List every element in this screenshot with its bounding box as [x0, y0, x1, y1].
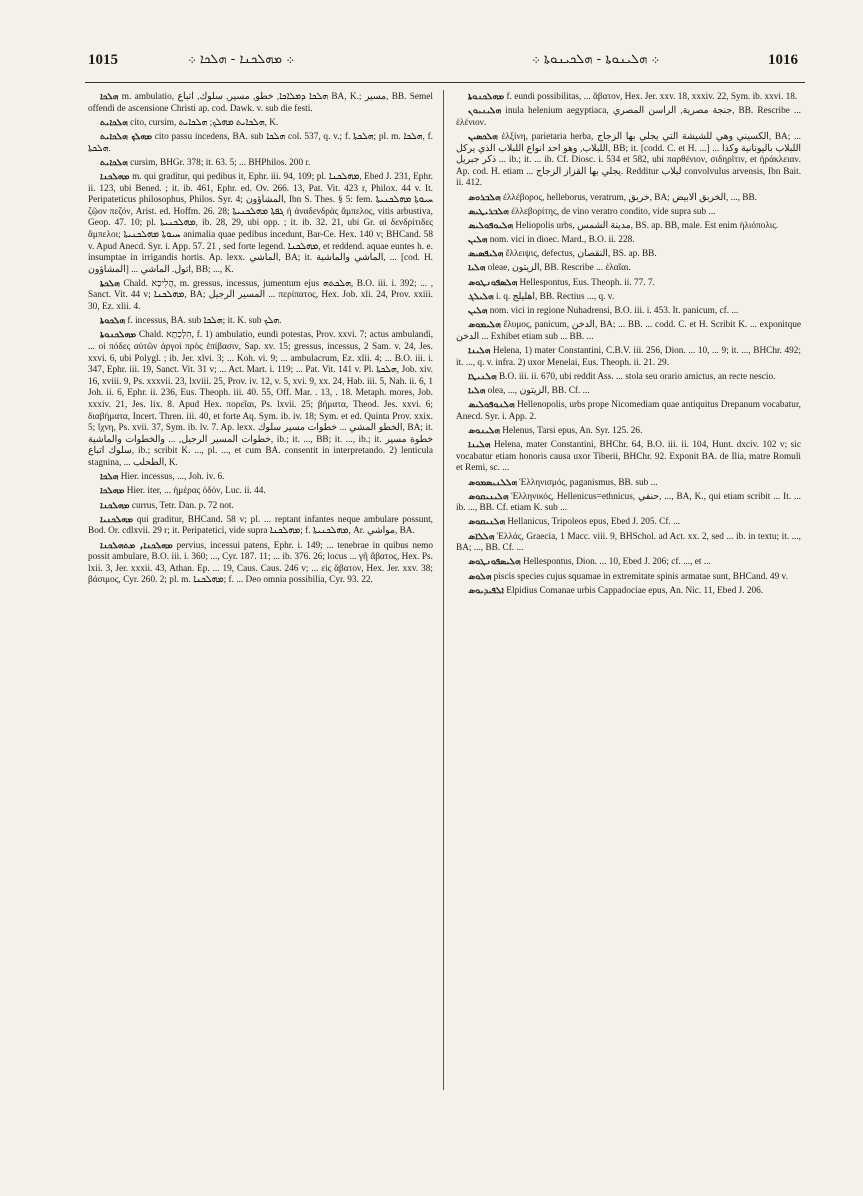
dictionary-entry — [88, 515, 433, 538]
entry-headword: ܗܠܢܝܛܐ — [468, 371, 497, 382]
dictionary-entry — [456, 478, 801, 490]
dictionary-entry — [456, 132, 801, 190]
right-column — [456, 92, 801, 600]
dictionary-entry — [456, 320, 801, 343]
entry-definition: i. q. اهليلج, BB. Rectius ..., q. v. — [496, 291, 615, 302]
entry-headword: ܗܠܢܝܩܘܣ — [468, 517, 506, 528]
dictionary-entry — [456, 278, 801, 290]
dictionary-entry — [456, 249, 801, 261]
entry-definition: Hellespontus, Dion. ... 10, Ebed J. 206; cf. ..., et ... — [523, 557, 711, 568]
dictionary-entry — [88, 486, 433, 498]
entry-definition: ἔλυμος, panicum, الدخن, BA; ... BB. ... codd. C. et H. Scribit K. ... exponitque الدخن ... Exhibet etiam sub ... BB. ... — [456, 320, 801, 342]
entry-headword: ܗܠܟܘܬܐ — [100, 316, 126, 327]
dictionary-entry — [456, 292, 801, 304]
dictionary-entry — [456, 572, 801, 584]
entry-headword: ܗܠܝܠܓ — [468, 291, 494, 302]
entry-headword: ܗܠܟܐ — [100, 92, 119, 102]
dictionary-entry — [88, 501, 433, 513]
entry-headword: ܡܗܠܟܢܐ — [100, 500, 130, 511]
entry-definition: oleae, الزيتون, BB. Rescribe ... ἐλαῖαι. — [487, 263, 631, 274]
entry-headword: ܡܗܠܟ ܗܠܟܐܝܬ — [100, 131, 153, 142]
dictionary-entry — [456, 106, 801, 129]
entry-headword: ܗܠܟܐܝܬ — [100, 157, 128, 168]
entry-definition: ἑλξίνη, parietaria herba, الكسيني وهي للشيشة التي يجلي بها الزجاج, BA; ... اللبلاب, وهو احد انواع اللبلاب الذي يركل, BB; it. [codd. C. et H. ...] ... اللبلاب باليونانية وكذا ذكر جبريل ... ib.; it. ... ib. Cf. Diosc. i. 534 et 582, ubi παρθένιον, σιδηρῖτιν, et ἡράκλειαν. Ap. cod. H. etiam ... يجلي بها القزاز الزجاج. Redditur لبلاب convolvulus arvensis, Ibn Bait. ii. 412. — [456, 131, 802, 189]
entry-definition: Ἑλλάς, Graecia, 1 Macc. viii. 9, BHSchol. ad Act. xx. 2, sed ... ib. in textu; it. ..., BA; ..., BB. Cf. ... — [456, 531, 802, 554]
entry-definition: f. incessus, BA. sub ܗܠܟܐ; it. K. sub ܗܠܟ. — [127, 316, 282, 327]
left-column — [88, 92, 433, 589]
entry-headword: ܗܠܝܢܐ — [468, 346, 491, 356]
entry-definition: Hellanicus, Tripoleos epus, Ebed J. 205. Cf. ... — [507, 517, 681, 528]
entry-headword: ܗܠܒܪܘܣ — [468, 192, 501, 203]
entry-headword: ܗܠܟܐ — [100, 472, 119, 483]
entry-definition: Elpidius Comanae urbis Cappadociae epus, An. Nic. 11, Ebed J. 206. — [506, 585, 764, 596]
dictionary-entry — [456, 346, 801, 369]
entry-definition: Ἑλληνισμός, paganismus, BB. sub ... — [519, 477, 658, 488]
right-running-head: ܀ ܗܠܝܢܘܬܐ - ܗܠܟܝܢܘܬܐ ܀ — [532, 52, 660, 67]
dictionary-entry — [456, 426, 801, 438]
entry-definition: Hellenopolis, urbs prope Nicomediam quae antiquitus Drepanum vocabatur, Anecd. Syr. i. App. 2. — [456, 400, 801, 422]
entry-headword: ܗܠܝܡܘܣ — [468, 320, 501, 331]
dictionary-entry — [456, 440, 801, 475]
entry-definition: ἐλλέβορος, helleborus, veratrum, خربق, BA; الخربق الابيض, ..., BB. — [502, 192, 757, 203]
entry-headword: ܗܠܝܢܐ — [468, 440, 491, 451]
entry-headword: ܗܠܝܢ — [468, 306, 488, 317]
column-divider — [443, 90, 444, 1090]
entry-definition: Hier. incessus, ..., Joh. iv. 6. — [120, 472, 225, 483]
right-page-number: 1016 — [768, 52, 798, 68]
dictionary-entry — [88, 132, 433, 155]
dictionary-entry — [88, 158, 433, 170]
entry-headword: ܗܠܟܬܐ — [100, 278, 120, 289]
entry-headword: ܗܠܝܢܘܣ — [468, 425, 500, 436]
entry-headword: ܗܠܘܣ — [468, 571, 492, 582]
page-header — [0, 48, 863, 72]
entry-definition: nom. vici in regione Nuhadrensi, B.O. iii. i. 453. It. panicum, cf. ... — [489, 306, 739, 317]
entry-definition: nom. vici in dioec. Mard., B.O. ii. 228. — [489, 235, 635, 246]
dictionary-entry — [88, 472, 433, 484]
dictionary-entry — [88, 172, 433, 276]
dictionary-entry — [88, 92, 433, 115]
dictionary-entry — [456, 193, 801, 205]
dictionary-entry — [88, 316, 433, 328]
entry-definition: pervius, incessui patens, Ephr. i. 149; ... tenebrae in quibus nemo possit ambulare, B.O. iii. i. 360; ..., Cyr. 187. 11; ... ib. 376. 26; locus ... γῆ ἄβατος, Hex. Ps. lxii. 3, Jer. xxxii. 43, Athan. Ep. ... 19, Caus. Caus. 246 v; ... εἰς ἄβατον, Hex. Jer. xxv. 38; βάσιμος, Cyr. 260. 2; pl. m. ܡܗܠܟܢܐ; f. ... Deo omnia possibilia, Cyr. 93. 22. — [88, 540, 433, 586]
entry-headword: ܗܠܟܐܝܬ — [100, 117, 128, 128]
entry-definition: Helena, 1) mater Constantini, C.B.V. iii. 256, Dion. ... 10, ... 9; it. ..., BHChr. 492; it. ..., q. v. infra. 2) uxor Menelai, Eus. Theoph. ii. 21. 29. — [456, 346, 801, 368]
entry-definition: Chald. הִלְכְתָא, f. 1) ambulatio, eundi potestas, Prov. xxvi. 7; actus ambulandi, ... οἱ πόδες αὐτῶν ἀργοὶ πρὸς ἐπίβασιν, Sap. xv. 15; gressus, incessus, 2 Sam. v. 24, Jes. xxvi. 6, ubi Polygl. ; ib. Jer. xlvi. 3; ... Koh. vi. 9; ... ambulacrum, Ez. xlii. 4; ... B.O. iii. i. 347, Ephr. iii. 19, Sanct. Vit. 31 v; ... Act. Mart. i. 119; ... Pat. Vit. 141 v. Pl. ܗܠܟܬܐ, Job. xiv. 16, xviii. 9, Ps. xxxvii. 23, lxviii. 25, Prov. iv. 12, v. 5, xvi. 9, xx. 24, Hab. iii. 5, Nah. ii. 6, 1 Joh. ii. 6, Ephr. ii. 236, Eus. Theoph. iii. 40. 55, Off. Mar. . 13, . 18. Metaph. mores, Job. xxxiv. 21, Jes. lix. 8. Apud Hex. πορεῖαι, Ps. lxvii. 25; βήματα, Theod. Jes. xxvi. 6; διαβήματα, Incert. Thren. iii. 40, et forte Aq. Sym. ib. iv. 18; Sym. et ed. Quinta Prov. xxix. 5; ἴχνη, Ps. xvii. 37, Sym. ib. lv. 7. Ap. lexx. الخطو المشي ... خطوات مسير سلوك, BA; it. خطوات المسير الرجيل, ... والخطوات والماشية, ib.; it. ..., BB; it. ..., ib.; it. خطوة مسير سلوك اتباع, ib.; scribit K. ..., pl. ..., et cum BA. consentit in interpretando. 2) lenticula stagnina, ... الطحلب, K. — [88, 330, 434, 468]
dictionary-entry — [456, 372, 801, 384]
entry-definition: f. eundi possibilitas, ... ἄβατον, Hex. Jer. xxv. 18, xxxiv. 22, Sym. ib. xxvi. 18. — [506, 92, 798, 102]
entry-headword: ܗܠܝܘܦܘܠܝܣ — [468, 220, 514, 231]
entry-headword: ܡܗܠܟܢܐ — [100, 171, 130, 182]
dictionary-entry — [88, 541, 433, 587]
entry-headword: ܗܠܢܘܦܘܠܝܣ — [468, 400, 515, 411]
header-rule — [85, 82, 805, 83]
entry-definition: Chald. הֲלִיכָא, m. gressus, incessus, jumentum ejus ܗܠܟܬܗ, B.O. iii. i. 392; ... , Sanct. Vit. 44 v; ܡܗܠܟܢܐ, BA; المسير الرجيل ... περίπατος, Hex. Job. xli. 24, Prov. xxiii. 30, Ez. xlii. 4. — [88, 278, 434, 313]
dictionary-entry — [456, 263, 801, 275]
entry-headword: ܡܗܠܟܢܐ, ܡܬܗܠܟܢܐ — [100, 540, 173, 551]
dictionary-entry — [456, 221, 801, 233]
entry-definition: cito, cursim, ܗܠܟܐܝܬ ܡܗܠܟ; ܗܠܟܐܝܬ, K. — [130, 117, 279, 128]
entry-headword: ܗܠܝܦܣܝܣ — [468, 249, 504, 260]
entry-definition: B.O. iii. ii. 670, ubi reddit Ass. ... stola seu orario amictus, an recte nescio. — [498, 371, 776, 382]
dictionary-entry — [456, 557, 801, 569]
entry-headword: ܗܠܝܢܝܘܢ — [468, 106, 502, 117]
entry-definition: cursim, BHGr. 378; it. 63. 5; ... BHPhilos. 200 r. — [130, 157, 311, 168]
entry-definition: Heliopolis urbs, مدينة الشمس, BS. ap. BB, male. Est enim ἡλιόπολις. — [515, 220, 779, 231]
entry-definition: m. ambulatio, ܗܠܟܐ ܕܡܠܐܟܐ, خطو, مسير, سلوك, اتباع BA, K.; مسير, BB. Semel offendi de ascensione Christi ap. cod. Dawk. v. sub die festi. — [88, 92, 433, 114]
entry-headword: ܗܠܒܪܝܛܝܣ — [468, 206, 509, 217]
entry-definition: piscis species cujus squamae in extremitate spinis armatae sunt, BHCand. 49 v. — [493, 571, 788, 582]
dictionary-entry — [88, 118, 433, 130]
dictionary-entry — [456, 92, 801, 104]
entry-definition: Ἑλληνικός, Hellenicus=ethnicus, حنفي, ..., BA, K., qui etiam scribit ... It. ... ib. ..., BB. Cf. etiam K. sub ... — [456, 491, 802, 514]
dictionary-entry — [456, 306, 801, 318]
entry-headword: ܗܠܠܢܝܣܡܘܣ — [468, 477, 518, 488]
dictionary-entry — [456, 207, 801, 219]
entry-headword: ܡܗܠܟܐ — [100, 486, 125, 497]
entry-headword: ܐܠܦܝܕܝܘܣ — [468, 585, 504, 596]
entry-headword: ܗܠܝܢܝܩܘܣ — [468, 491, 509, 502]
entry-headword: ܡܗܠܟܢܘܬܐ — [468, 92, 505, 102]
entry-definition: qui graditur, BHCand. 58 v; pl. ... reptant infantes neque ambulare possunt, Bod. Or. cdlxvii. 29 r; it. Peripatetici, vide supra ܡܗܠܟܢܐ; f. ܡܗܠܟܢܝܬܐ, Ar. مواشي, BA. — [88, 514, 433, 537]
dictionary-entry — [456, 586, 801, 598]
entry-headword: ܡܗܠܟܢܝܐ — [100, 514, 133, 525]
entry-definition: Hellespontus, Eus. Theoph. ii. 77. 7. — [519, 277, 655, 288]
dictionary-entry — [88, 279, 433, 314]
dictionary-entry — [456, 492, 801, 515]
entry-definition: m. qui graditur, qui pedibus it, Ephr. iii. 94, 109; pl. ܡܗܠܟܢܐ, Ebed J. 231, Ephr. ii. 123, ubi Bened. ; it. ib. 461, Ephr. ed. Ov. 266. 13, Pat. Vit. 423 r, Philox. 44 v. It. Peripateticus philosophus, Philos. Syr. 4; المشاؤون, Ibn S. Thes. § 5: fem. ܚܝܘܬܐ ܡܗܠܟܢܝܬܐ ζῷον πεζόν, Arist. ed. Hoffm. 26. 28; ܓܦܬܐ ܡܗܠܟܢܝܬܐ ἡ ἀναδενδρὰς ἄμπελος, vitis arbustiva, Geop. 47. 10; pl. ܡܗܠܟܢܝܬܐ, ib. 28, 29, ubi opp. ; it. ib. 32. 21, ubi Gr. αἱ δενδρίτιδες ἄμπελοι; ܚܝܘܬܐ ܡܗܠܟܢܝܬܐ animalia quae pedibus incedunt, Bar-Ce. Hex. 140 v; BHCand. 58 v. Apud Anecd. Syr. i. App. 57. 21 , sed forte legend. ܡܗܠܟܢܐ, et reddend. aquae euntes h. e. insumptae in irrigandis hortis. Ap. lexx. الماشي, BA; it. الماشي والماشية, ... [cod. H. المشاؤون] ... اتول. الماشي, BB; ..., K. — [88, 171, 434, 275]
entry-headword: ܗܠܝܣܦܘܢܛܘܣ — [468, 557, 521, 568]
dictionary-entry — [456, 400, 801, 423]
entry-definition: ἔλλειψις, defectus, النقصان, BS. ap. BB. — [505, 249, 657, 260]
entry-definition: Helena, mater Constantini, BHChr. 64, B.O. iii. ii. 104, Hunt. dxciv. 102 v; sic vocabatur etiam honoris causa uxor Tiberii, BHChr. 92. Exponit BA. de Ilia, matre Romuli et Remi, sc. ... — [456, 440, 801, 474]
entry-headword: ܗܠܠܐܣ — [468, 531, 495, 542]
entry-definition: Helenus, Tarsi epus, An. Syr. 125. 26. — [502, 425, 643, 436]
entry-headword: ܗܠܝܐ — [468, 263, 486, 274]
dictionary-entry — [456, 532, 801, 555]
entry-headword: ܗܠܣܦܘܢܛܘܣ — [468, 277, 518, 288]
left-page-number: 1015 — [88, 52, 118, 68]
entry-headword: ܗܠܟܣܝܢ — [468, 131, 498, 142]
left-running-head: ܀ ܡܗܠܟܢܐ - ܗܠܟܐ ܀ — [188, 52, 295, 67]
dictionary-entry — [456, 235, 801, 247]
entry-headword: ܗܠܝܢ — [468, 235, 488, 246]
entry-definition: inula helenium aegyptiaca, جنجة مصرية, الراسن المصري, BB. Rescribe ... ἑλένιον. — [456, 106, 801, 128]
dictionary-entry — [88, 330, 433, 469]
entry-definition: cito passu incedens, BA. sub ܗܠܟܐ col. 537, q. v.; f. ܗܠܟܬܐ; pl. m. ܗܠܟܐ, f. ܗܠܟܬܐ. — [88, 131, 433, 154]
entry-definition: ἐλλεβορίτης, de vino veratro condito, vide supra sub ... — [511, 206, 716, 217]
entry-headword: ܗܠܝܐ — [468, 385, 486, 396]
entry-definition: olea, ..., الزيتون, BB. Cf. ... — [487, 385, 590, 396]
entry-definition: currus, Tetr. Dan. p. 72 not. — [131, 500, 234, 511]
entry-definition: Hier. iter, ... ἡμέρας ὁδόν, Luc. ii. 44. — [126, 486, 266, 497]
dictionary-entry — [456, 386, 801, 398]
dictionary-entry — [456, 517, 801, 529]
entry-headword: ܡܗܠܟܢܘܬܐ — [100, 330, 137, 341]
